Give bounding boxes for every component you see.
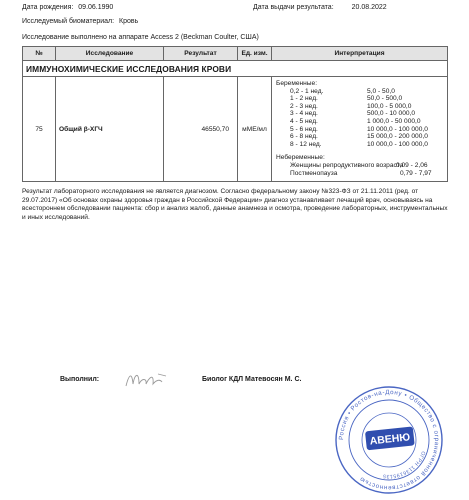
interp-line: Постменопауза 0,79 - 7,97 [290, 169, 432, 177]
interp-line: 4 - 5 нед. 1 000,0 - 50 000,0 [290, 117, 421, 125]
col-interpretation: Интерпретация [272, 47, 448, 61]
biomaterial-value: Кровь [119, 18, 139, 25]
row-result: 46550,70 [164, 77, 238, 182]
section-title: ИММУНОХИМИЧЕСКИЕ ИССЛЕДОВАНИЯ КРОВИ [23, 61, 448, 77]
performed-label: Выполнил: [60, 376, 100, 383]
interp-line: 0,2 - 1 нед. 5,0 - 50,0 [290, 87, 395, 95]
row-number: 75 [23, 77, 56, 182]
result-date-label: Дата выдачи результата: [253, 4, 334, 11]
row-unit: мМЕ/мл [238, 77, 272, 182]
dob-label: Дата рождения: [22, 4, 74, 11]
col-unit: Ед. изм. [238, 47, 272, 61]
interp-line: 8 - 12 нед. 10 000,0 - 100 000,0 [290, 140, 428, 148]
pregnant-label: Беременные: [276, 80, 318, 87]
col-number: № [23, 47, 56, 61]
results-table [22, 46, 448, 182]
signer-name: Биолог КДЛ Матевосян М. С. [202, 376, 302, 383]
col-result: Результат [164, 47, 238, 61]
analyzer-note: Исследование выполнено на аппарате Access 2 (Beckman Coulter, США) [22, 34, 259, 41]
table-row [23, 77, 448, 182]
row-test-name: Общий β-ХГЧ [56, 77, 164, 182]
interp-line: 1 - 2 нед. 50,0 - 500,0 [290, 95, 403, 103]
dob-value: 09.06.1990 [78, 4, 114, 11]
interp-line: 2 - 3 нед. 100,0 - 5 000,0 [290, 102, 412, 110]
stamp-ring-text: Россия • Ростов-на-Дону • Общество с ограниченной ответственностью [337, 388, 441, 492]
date-of-birth [22, 3, 113, 12]
interp-line: 3 - 4 нед. 500,0 - 10 000,0 [290, 110, 416, 118]
result-date [253, 3, 387, 12]
stamp-logo-text: АВЕНЮ [369, 431, 411, 448]
biomaterial-label: Исследуемый биоматериал: [22, 18, 115, 25]
biomaterial [22, 17, 138, 26]
company-stamp [330, 384, 448, 496]
row-interpretation [272, 77, 448, 182]
interp-line: Женщины репродуктивного возраста 0,09 - 2,06 [290, 161, 428, 169]
col-test: Исследование [56, 47, 164, 61]
interp-line: 5 - 6 нед. 10 000,0 - 100 000,0 [290, 125, 428, 133]
stamp-ogrn-text: ОГРН 1136195135 [382, 450, 427, 480]
table-header-row [23, 47, 448, 61]
interp-line: 6 - 8 нед. 15 000,0 - 200 000,0 [290, 133, 428, 141]
disclaimer-text: Результат лабораторного исследования не является диагнозом. Согласно федеральному закону №323-ФЗ от 21.11.2011 (ред. от 29.07.2017) «Об основах охраны здоровья граждан в Российской Федерации» диагноз устанавливает лечащий врач, основываясь на всестороннем обследовании пациента: сбор и анализ жалоб, данные анамнеза и осмотра, проведение лабораторных, инструментальных и иных исследований. [22, 188, 448, 221]
section-row [23, 61, 448, 77]
result-date-value: 20.08.2022 [351, 4, 387, 11]
handwritten-signature [120, 364, 180, 394]
nonpregnant-label: Небеременные: [276, 154, 325, 162]
